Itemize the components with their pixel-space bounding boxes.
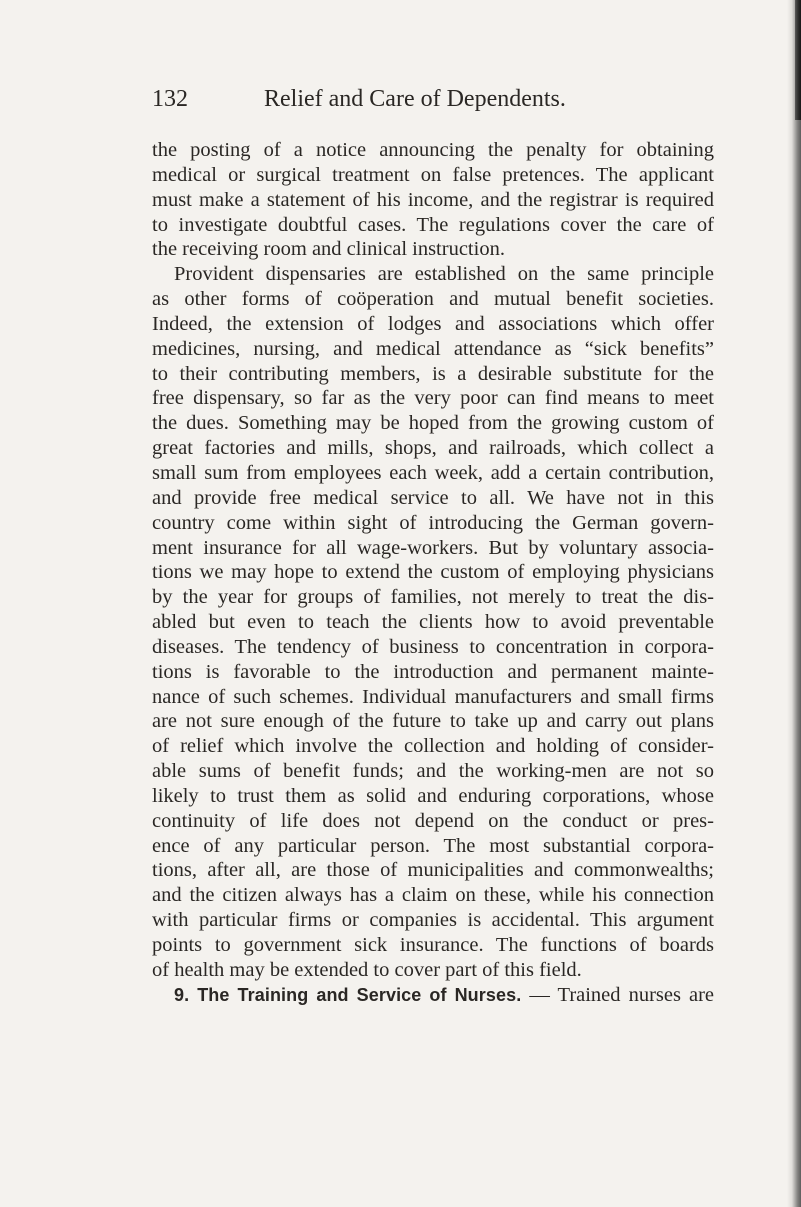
- text-line: free dispensary, so far as the very poor can find means to meet: [152, 387, 714, 410]
- body-text: [152, 138, 714, 1008]
- section-text: — Trained nurses are: [521, 983, 714, 1006]
- text-line: tions we may hope to extend the custom of employing physicians: [152, 561, 714, 584]
- section-heading-line: [152, 983, 714, 1008]
- text-line: medical or surgical treatment on false pretences. The applicant: [152, 163, 714, 186]
- text-line: and the citizen always has a claim on these, while his connection: [152, 884, 714, 907]
- text-line: the posting of a notice announcing the penalty for obtaining: [152, 139, 714, 161]
- text-line: nance of such schemes. Individual manufacturers and small firms: [152, 685, 714, 708]
- section-label: 9. The Training and Service of Nurses.: [174, 984, 522, 1005]
- text-line: Provident dispensaries are established on the same principle: [174, 263, 714, 286]
- text-line: tions is favorable to the introduction and permanent mainte-: [152, 660, 714, 683]
- running-title: Relief and Care of Dependents.: [264, 86, 566, 112]
- page-edge-dark: [795, 0, 801, 120]
- text-line: of relief which involve the collection and holding of consider-: [152, 735, 714, 758]
- text-line: to their contributing members, is a desirable substitute for the: [152, 362, 714, 385]
- text-line: ment insurance for all wage-workers. But by voluntary associa-: [152, 536, 714, 559]
- text-line: ence of any particular person. The most substantial corpora-: [152, 834, 714, 857]
- text-line: continuity of life does not depend on the conduct or pres-: [152, 809, 714, 832]
- text-line: by the year for groups of families, not merely to treat the dis-: [152, 586, 714, 609]
- page-edge-shadow: [787, 0, 801, 1207]
- text-line: diseases. The tendency of business to concentration in corpora-: [152, 635, 714, 658]
- text-line: must make a statement of his income, and the registrar is required: [152, 188, 714, 211]
- text-line: likely to trust them as solid and enduring corporations, whose: [152, 784, 714, 807]
- text-line: Indeed, the extension of lodges and associations which offer: [152, 312, 714, 335]
- text-line: tions, after all, are those of municipalities and commonwealths;: [152, 859, 714, 882]
- text-line: great factories and mills, shops, and railroads, which collect a: [152, 437, 714, 460]
- text-line: and provide free medical service to all. We have not in this: [152, 486, 714, 509]
- text-line: of health may be extended to cover part of this field.: [152, 958, 582, 981]
- text-line: the receiving room and clinical instruction.: [152, 238, 505, 261]
- text-line: are not sure enough of the future to take up and carry out plans: [152, 710, 714, 733]
- text-line: with particular firms or companies is accidental. This argument: [152, 909, 714, 932]
- text-line: as other forms of coöperation and mutual benefit societies.: [152, 288, 714, 311]
- running-head: [152, 82, 712, 116]
- text-line: small sum from employees each week, add a certain contribution,: [152, 461, 714, 484]
- text-line: the dues. Something may be hoped from the growing custom of: [152, 412, 714, 435]
- text-line: able sums of benefit funds; and the working-men are not so: [152, 760, 714, 783]
- text-line: to investigate doubtful cases. The regulations cover the care of: [152, 213, 714, 236]
- page-number: 132: [152, 86, 188, 112]
- text-line: country come within sight of introducing the German govern-: [152, 511, 714, 534]
- text-line: medicines, nursing, and medical attendance as “sick benefits”: [152, 337, 714, 360]
- text-line: points to government sick insurance. The functions of boards: [152, 934, 714, 956]
- text-line: abled but even to teach the clients how to avoid preventable: [152, 611, 714, 634]
